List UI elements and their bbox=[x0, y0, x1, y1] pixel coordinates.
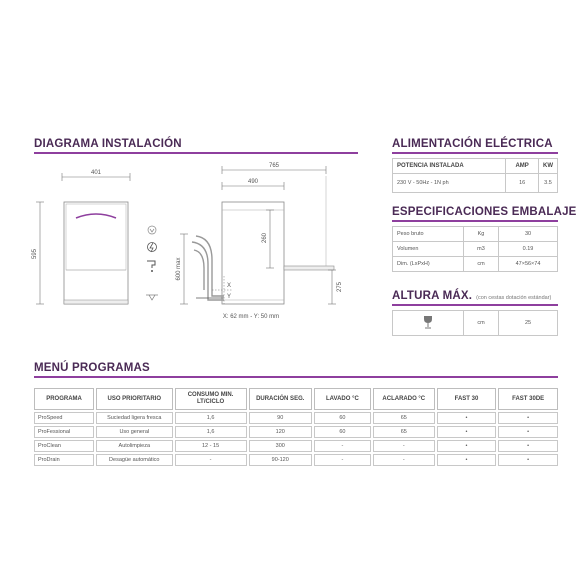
specs-value: 0.19 bbox=[499, 242, 558, 257]
program-wash-temp: 60 bbox=[314, 426, 371, 438]
electric-power-icon bbox=[148, 243, 157, 253]
power-voltage: 230 V - 50Hz - 1N ph bbox=[393, 174, 506, 193]
installation-diagram-svg bbox=[26, 150, 358, 330]
specs-unit: cm bbox=[464, 257, 499, 272]
programs-header: ACLARADO °C bbox=[373, 388, 435, 410]
height-title-underline bbox=[392, 304, 558, 306]
connection-pipes bbox=[192, 236, 224, 300]
power-kw-value: 3.5 bbox=[539, 174, 558, 193]
programs-row bbox=[34, 454, 558, 466]
power-header-kw: KW bbox=[539, 159, 558, 174]
programs-section-title: MENÚ PROGRAMAS bbox=[34, 362, 150, 374]
max-height-label: 600 max bbox=[176, 257, 182, 281]
program-fast30: • bbox=[437, 426, 497, 438]
inner-height-label: 260 bbox=[262, 232, 268, 244]
front-view-base bbox=[64, 300, 128, 304]
program-fast30: • bbox=[437, 412, 497, 424]
specs-row bbox=[393, 242, 558, 257]
front-view-body bbox=[64, 202, 128, 304]
programs-header: CONSUMO MIN. LT/CICLO bbox=[175, 388, 247, 410]
specs-value: 47×56×74 bbox=[499, 257, 558, 272]
program-use: Suciedad ligera fresca bbox=[96, 412, 172, 424]
program-duration: 90-120 bbox=[249, 454, 312, 466]
specs-label: Peso bruto bbox=[393, 227, 464, 242]
program-fast30de: • bbox=[498, 454, 558, 466]
program-wash-temp: - bbox=[314, 454, 371, 466]
program-consumption: 1,6 bbox=[175, 412, 247, 424]
side-width-label: 765 bbox=[268, 163, 280, 169]
program-duration: 90 bbox=[249, 412, 312, 424]
specs-label: Dim. (LxPxH) bbox=[393, 257, 464, 272]
program-use: Desagüe automático bbox=[96, 454, 172, 466]
program-name: ProSpeed bbox=[34, 412, 94, 424]
program-duration: 120 bbox=[249, 426, 312, 438]
power-table-header bbox=[393, 159, 558, 174]
power-section-title: ALIMENTACIÓN ELÉCTRICA bbox=[392, 138, 553, 150]
water-inlet-icon bbox=[148, 226, 156, 234]
program-use: Autolimpieza bbox=[96, 440, 172, 452]
height-unit: cm bbox=[464, 311, 499, 336]
program-consumption: - bbox=[175, 454, 247, 466]
height-table bbox=[392, 310, 558, 336]
specs-unit: m3 bbox=[464, 242, 499, 257]
programs-header: USO PRIORITARIO bbox=[96, 388, 172, 410]
programs-header: DURACIÓN SEG. bbox=[249, 388, 312, 410]
specs-value: 30 bbox=[499, 227, 558, 242]
side-depth-label: 490 bbox=[247, 179, 259, 185]
front-width-label: 401 bbox=[90, 170, 102, 176]
program-fast30: • bbox=[437, 454, 497, 466]
x-marker-label: X bbox=[227, 283, 232, 289]
programs-table bbox=[32, 386, 560, 468]
programs-title-underline bbox=[34, 376, 558, 378]
diagram-section-title: DIAGRAMA INSTALACIÓN bbox=[34, 138, 182, 150]
program-consumption: 1,6 bbox=[175, 426, 247, 438]
y-marker-label: Y bbox=[227, 294, 232, 300]
program-wash-temp: 60 bbox=[314, 412, 371, 424]
programs-row bbox=[34, 426, 558, 438]
floor-height-label: 275 bbox=[337, 281, 343, 293]
program-fast30de: • bbox=[498, 426, 558, 438]
program-wash-temp: - bbox=[314, 440, 371, 452]
program-duration: 300 bbox=[249, 440, 312, 452]
height-row bbox=[393, 311, 558, 336]
power-header-amp: AMP bbox=[506, 159, 539, 174]
front-height-label: 595 bbox=[32, 248, 38, 260]
specs-section-title: ESPECIFICACIONES EMBALAJE bbox=[392, 206, 577, 218]
program-rinse-temp: - bbox=[373, 454, 435, 466]
program-rinse-temp: 65 bbox=[373, 412, 435, 424]
programs-row bbox=[34, 440, 558, 452]
xy-offset-label: X: 62 mm - Y: 50 mm bbox=[222, 314, 280, 320]
water-tap-icon bbox=[147, 261, 155, 272]
specs-row bbox=[393, 227, 558, 242]
specs-title-underline bbox=[392, 220, 558, 222]
power-table-row bbox=[393, 174, 558, 193]
program-name: ProDrain bbox=[34, 454, 94, 466]
specs-unit: Kg bbox=[464, 227, 499, 242]
height-title-text: ALTURA MÁX. bbox=[392, 290, 473, 302]
program-name: ProFessional bbox=[34, 426, 94, 438]
program-use: Uso general bbox=[96, 426, 172, 438]
programs-header: LAVADO °C bbox=[314, 388, 371, 410]
power-title-underline bbox=[392, 152, 558, 154]
height-value: 25 bbox=[499, 311, 558, 336]
specs-label: Volumen bbox=[393, 242, 464, 257]
specs-row bbox=[393, 257, 558, 272]
programs-header: PROGRAMA bbox=[34, 388, 94, 410]
drain-icon bbox=[146, 295, 158, 300]
height-icon-cell bbox=[393, 311, 464, 336]
program-rinse-temp: 65 bbox=[373, 426, 435, 438]
specs-table bbox=[392, 226, 558, 272]
program-fast30de: • bbox=[498, 412, 558, 424]
installation-diagram bbox=[26, 150, 358, 330]
programs-row bbox=[34, 412, 558, 424]
power-header-installed: POTENCIA INSTALADA bbox=[393, 159, 506, 174]
open-door-panel bbox=[284, 266, 334, 270]
power-table bbox=[392, 158, 558, 193]
program-consumption: 12 - 15 bbox=[175, 440, 247, 452]
program-fast30de: • bbox=[498, 440, 558, 452]
height-title-note: (con cestas dotación estándar) bbox=[476, 295, 552, 301]
side-view-body bbox=[222, 202, 284, 304]
program-rinse-temp: - bbox=[373, 440, 435, 452]
program-name: ProClean bbox=[34, 440, 94, 452]
power-amp-value: 16 bbox=[506, 174, 539, 193]
height-section-title bbox=[392, 290, 551, 302]
program-fast30: • bbox=[437, 440, 497, 452]
programs-header: FAST 30 bbox=[437, 388, 497, 410]
programs-header: FAST 30DE bbox=[498, 388, 558, 410]
programs-header-row bbox=[34, 388, 558, 410]
wine-glass-icon bbox=[423, 315, 433, 329]
